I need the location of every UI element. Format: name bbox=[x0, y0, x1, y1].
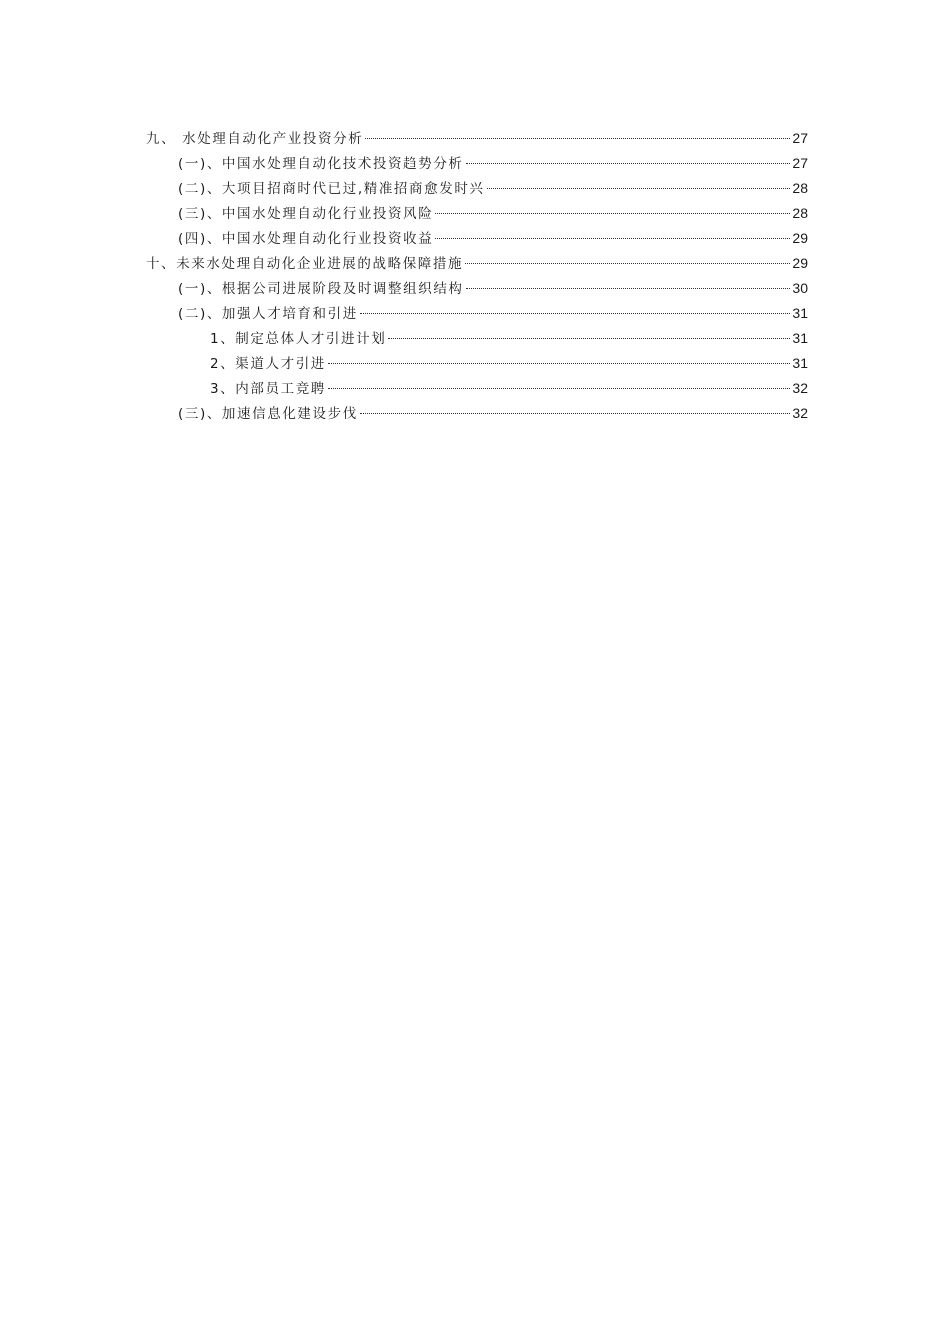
toc-entry-9-1[interactable] bbox=[146, 151, 808, 176]
toc-entry-title: (三)、中国水处理自动化行业投资风险 bbox=[178, 206, 434, 222]
toc-entry-title: 十、未来水处理自动化企业进展的战略保障措施 bbox=[146, 256, 464, 272]
toc-entry-page: 31 bbox=[792, 330, 808, 346]
toc-dot-leader bbox=[466, 163, 791, 164]
toc-dot-leader bbox=[360, 313, 791, 314]
toc-entry-9-2[interactable] bbox=[146, 176, 808, 201]
toc-dot-leader bbox=[360, 413, 791, 414]
toc-entry-title: 九、 水处理自动化产业投资分析 bbox=[146, 131, 364, 147]
toc-entry-title: (四)、中国水处理自动化行业投资收益 bbox=[178, 231, 434, 247]
toc-entry-10-2-2[interactable] bbox=[146, 351, 808, 376]
toc-dot-leader bbox=[487, 188, 791, 189]
toc-entry-title: (一)、中国水处理自动化技术投资趋势分析 bbox=[178, 156, 464, 172]
toc-entry-page: 27 bbox=[792, 155, 808, 171]
toc-entry-page: 32 bbox=[792, 380, 808, 396]
toc-entry-title: (二)、加强人才培育和引进 bbox=[178, 306, 358, 322]
toc-entry-page: 28 bbox=[792, 180, 808, 196]
toc-dot-leader bbox=[388, 338, 790, 339]
toc-entry-title: (三)、加速信息化建设步伐 bbox=[178, 406, 358, 422]
toc-entry-page: 27 bbox=[792, 130, 808, 146]
toc-entry-title: 3、内部员工竞聘 bbox=[210, 381, 326, 397]
toc-entry-title: 2、渠道人才引进 bbox=[210, 356, 326, 372]
toc-entry-page: 32 bbox=[792, 405, 808, 421]
toc-entry-10-2-1[interactable] bbox=[146, 326, 808, 351]
toc-entry-10[interactable] bbox=[146, 251, 808, 276]
toc-entry-title: (一)、根据公司进展阶段及时调整组织结构 bbox=[178, 281, 464, 297]
toc-dot-leader bbox=[435, 238, 790, 239]
toc-entry-10-3[interactable] bbox=[146, 401, 808, 426]
toc-entry-10-1[interactable] bbox=[146, 276, 808, 301]
toc-entry-title: (二)、大项目招商时代已过,精准招商愈发时兴 bbox=[178, 181, 485, 197]
toc-entry-page: 28 bbox=[792, 205, 808, 221]
toc-entry-page: 30 bbox=[792, 280, 808, 296]
toc-entry-9[interactable] bbox=[146, 126, 808, 151]
toc-entry-page: 29 bbox=[792, 230, 808, 246]
toc-entry-10-2[interactable] bbox=[146, 301, 808, 326]
table-of-contents bbox=[146, 126, 808, 426]
toc-dot-leader bbox=[466, 288, 791, 289]
toc-dot-leader bbox=[435, 213, 790, 214]
toc-entry-9-3[interactable] bbox=[146, 201, 808, 226]
toc-entry-title: 1、制定总体人才引进计划 bbox=[210, 331, 387, 347]
toc-dot-leader bbox=[365, 138, 790, 139]
toc-entry-page: 31 bbox=[792, 355, 808, 371]
toc-dot-leader bbox=[465, 263, 790, 264]
toc-entry-page: 29 bbox=[792, 255, 808, 271]
toc-dot-leader bbox=[328, 363, 791, 364]
toc-entry-9-4[interactable] bbox=[146, 226, 808, 251]
toc-entry-page: 31 bbox=[792, 305, 808, 321]
toc-dot-leader bbox=[328, 388, 791, 389]
toc-entry-10-2-3[interactable] bbox=[146, 376, 808, 401]
